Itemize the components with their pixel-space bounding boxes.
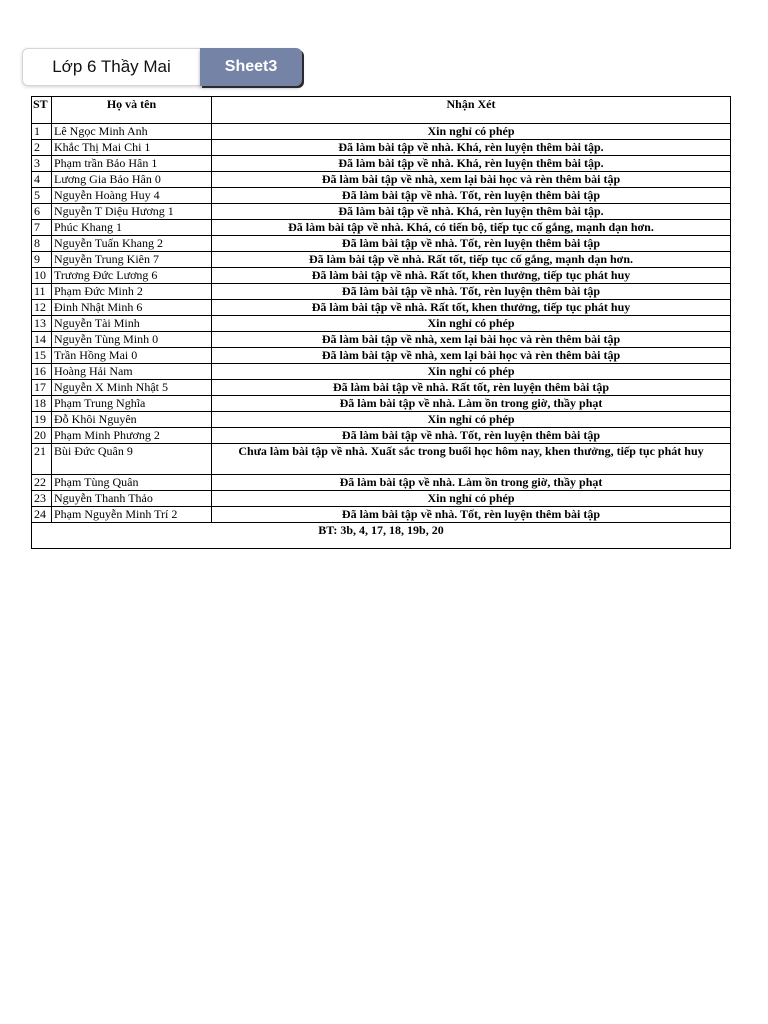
cell-note[interactable]: Xin nghỉ có phép	[212, 316, 731, 332]
cell-note[interactable]: Đã làm bài tập về nhà. Khá, có tiến bộ, tiếp tục cố gắng, mạnh dạn hơn.	[212, 220, 731, 236]
cell-note[interactable]: Đã làm bài tập về nhà. Rất tốt, khen thưởng, tiếp tục phát huy	[212, 268, 731, 284]
cell-st[interactable]: 11	[32, 284, 52, 300]
table-row	[32, 156, 731, 172]
cell-st[interactable]: 6	[32, 204, 52, 220]
cell-note[interactable]: Chưa làm bài tập về nhà. Xuất sắc trong buổi học hôm nay, khen thưởng, tiếp tục phát huy	[212, 444, 731, 475]
cell-st[interactable]: 17	[32, 380, 52, 396]
tab-lop-6-thay-mai[interactable]: Lớp 6 Thầy Mai	[22, 48, 200, 86]
table-row	[32, 491, 731, 507]
table-row	[32, 188, 731, 204]
cell-name[interactable]: Trần Hồng Mai 0	[52, 348, 212, 364]
cell-st[interactable]: 13	[32, 316, 52, 332]
cell-note[interactable]: Đã làm bài tập về nhà. Rất tốt, tiếp tục cố gắng, mạnh dạn hơn.	[212, 252, 731, 268]
table-row	[32, 444, 731, 475]
cell-st[interactable]: 3	[32, 156, 52, 172]
table-row	[32, 268, 731, 284]
footer-row	[32, 523, 731, 549]
cell-name[interactable]: Nguyễn X Minh Nhật 5	[52, 380, 212, 396]
table-row	[32, 332, 731, 348]
cell-note[interactable]: Đã làm bài tập về nhà. Rất tốt, rèn luyện thêm bài tập	[212, 380, 731, 396]
cell-st[interactable]: 14	[32, 332, 52, 348]
cell-st[interactable]: 21	[32, 444, 52, 475]
table-row	[32, 316, 731, 332]
table-row	[32, 124, 731, 140]
cell-note[interactable]: Đã làm bài tập về nhà. Rất tốt, khen thưởng, tiếp tục phát huy	[212, 300, 731, 316]
cell-st[interactable]: 24	[32, 507, 52, 523]
cell-note[interactable]: Đã làm bài tập về nhà. Khá, rèn luyện thêm bài tập.	[212, 140, 731, 156]
cell-note[interactable]: Đã làm bài tập về nhà. Tốt, rèn luyện thêm bài tập	[212, 236, 731, 252]
cell-name[interactable]: Bùi Đức Quân 9	[52, 444, 212, 475]
table-row	[32, 236, 731, 252]
header-row	[32, 97, 731, 124]
cell-name[interactable]: Nguyễn Hoàng Huy 4	[52, 188, 212, 204]
table-row	[32, 412, 731, 428]
table-row	[32, 428, 731, 444]
cell-name[interactable]: Nguyễn Trung Kiên 7	[52, 252, 212, 268]
cell-name[interactable]: Phạm Minh Phương 2	[52, 428, 212, 444]
table-row	[32, 252, 731, 268]
cell-note[interactable]: Xin nghỉ có phép	[212, 124, 731, 140]
cell-name[interactable]: Nguyễn Tuấn Khang 2	[52, 236, 212, 252]
cell-name[interactable]: Hoàng Hải Nam	[52, 364, 212, 380]
cell-st[interactable]: 12	[32, 300, 52, 316]
table-row	[32, 396, 731, 412]
cell-name[interactable]: Nguyễn Tùng Minh 0	[52, 332, 212, 348]
header-note: Nhận Xét	[212, 97, 731, 124]
tab-sheet3[interactable]: Sheet3	[200, 48, 302, 86]
cell-st[interactable]: 20	[32, 428, 52, 444]
table-row	[32, 204, 731, 220]
cell-name[interactable]: Phúc Khang 1	[52, 220, 212, 236]
cell-name[interactable]: Trương Đức Lương 6	[52, 268, 212, 284]
cell-st[interactable]: 10	[32, 268, 52, 284]
header-name: Họ và tên	[52, 97, 212, 124]
cell-note[interactable]: Đã làm bài tập về nhà. Khá, rèn luyện thêm bài tập.	[212, 156, 731, 172]
cell-name[interactable]: Nguyễn Tài Minh	[52, 316, 212, 332]
cell-st[interactable]: 18	[32, 396, 52, 412]
table-row	[32, 364, 731, 380]
cell-note[interactable]: Đã làm bài tập về nhà. Tốt, rèn luyện thêm bài tập	[212, 507, 731, 523]
table-row	[32, 348, 731, 364]
homework-note: BT: 3b, 4, 17, 18, 19b, 20	[32, 523, 731, 549]
table-row	[32, 284, 731, 300]
cell-st[interactable]: 9	[32, 252, 52, 268]
table-row	[32, 172, 731, 188]
spreadsheet-table	[31, 96, 731, 549]
cell-name[interactable]: Lê Ngọc Minh Anh	[52, 124, 212, 140]
cell-name[interactable]: Lương Gia Bảo Hân 0	[52, 172, 212, 188]
cell-note[interactable]: Xin nghỉ có phép	[212, 491, 731, 507]
cell-name[interactable]: Nguyễn Thanh Thảo	[52, 491, 212, 507]
cell-name[interactable]: Khắc Thị Mai Chi 1	[52, 140, 212, 156]
cell-note[interactable]: Đã làm bài tập về nhà. Khá, rèn luyện thêm bài tập.	[212, 204, 731, 220]
cell-note[interactable]: Đã làm bài tập về nhà. Tốt, rèn luyện thêm bài tập	[212, 188, 731, 204]
cell-note[interactable]: Đã làm bài tập về nhà. Tốt, rèn luyện thêm bài tập	[212, 284, 731, 300]
table-row	[32, 475, 731, 491]
cell-name[interactable]: Nguyễn T Diệu Hương 1	[52, 204, 212, 220]
cell-st[interactable]: 16	[32, 364, 52, 380]
table-row	[32, 220, 731, 236]
cell-name[interactable]: Phạm Đức Minh 2	[52, 284, 212, 300]
cell-note[interactable]: Đã làm bài tập về nhà. Làm ồn trong giờ, thầy phạt	[212, 475, 731, 491]
sheet-tabs	[22, 48, 302, 86]
cell-st[interactable]: 23	[32, 491, 52, 507]
cell-note[interactable]: Đã làm bài tập về nhà. Làm ồn trong giờ, thầy phạt	[212, 396, 731, 412]
cell-note[interactable]: Đã làm bài tập về nhà, xem lại bài học và rèn thêm bài tập	[212, 332, 731, 348]
cell-note[interactable]: Đã làm bài tập về nhà, xem lại bài học và rèn thêm bài tập	[212, 348, 731, 364]
cell-note[interactable]: Xin nghỉ có phép	[212, 412, 731, 428]
cell-st[interactable]: 4	[32, 172, 52, 188]
table-row	[32, 380, 731, 396]
table-row	[32, 140, 731, 156]
cell-st[interactable]: 19	[32, 412, 52, 428]
table-row	[32, 300, 731, 316]
cell-name[interactable]: Phạm Tùng Quân	[52, 475, 212, 491]
cell-st[interactable]: 2	[32, 140, 52, 156]
cell-st[interactable]: 8	[32, 236, 52, 252]
cell-st[interactable]: 22	[32, 475, 52, 491]
cell-name[interactable]: Phạm Nguyễn Minh Trí 2	[52, 507, 212, 523]
header-st: ST	[32, 97, 52, 124]
cell-note[interactable]: Đã làm bài tập về nhà, xem lại bài học và rèn thêm bài tập	[212, 172, 731, 188]
cell-name[interactable]: Phạm Trung Nghĩa	[52, 396, 212, 412]
cell-note[interactable]: Xin nghỉ có phép	[212, 364, 731, 380]
cell-note[interactable]: Đã làm bài tập về nhà. Tốt, rèn luyện thêm bài tập	[212, 428, 731, 444]
cell-name[interactable]: Phạm trần Bảo Hân 1	[52, 156, 212, 172]
cell-st[interactable]: 1	[32, 124, 52, 140]
cell-name[interactable]: Đinh Nhật Minh 6	[52, 300, 212, 316]
cell-name[interactable]: Đỗ Khôi Nguyên	[52, 412, 212, 428]
cell-st[interactable]: 15	[32, 348, 52, 364]
cell-st[interactable]: 5	[32, 188, 52, 204]
table-row	[32, 507, 731, 523]
cell-st[interactable]: 7	[32, 220, 52, 236]
